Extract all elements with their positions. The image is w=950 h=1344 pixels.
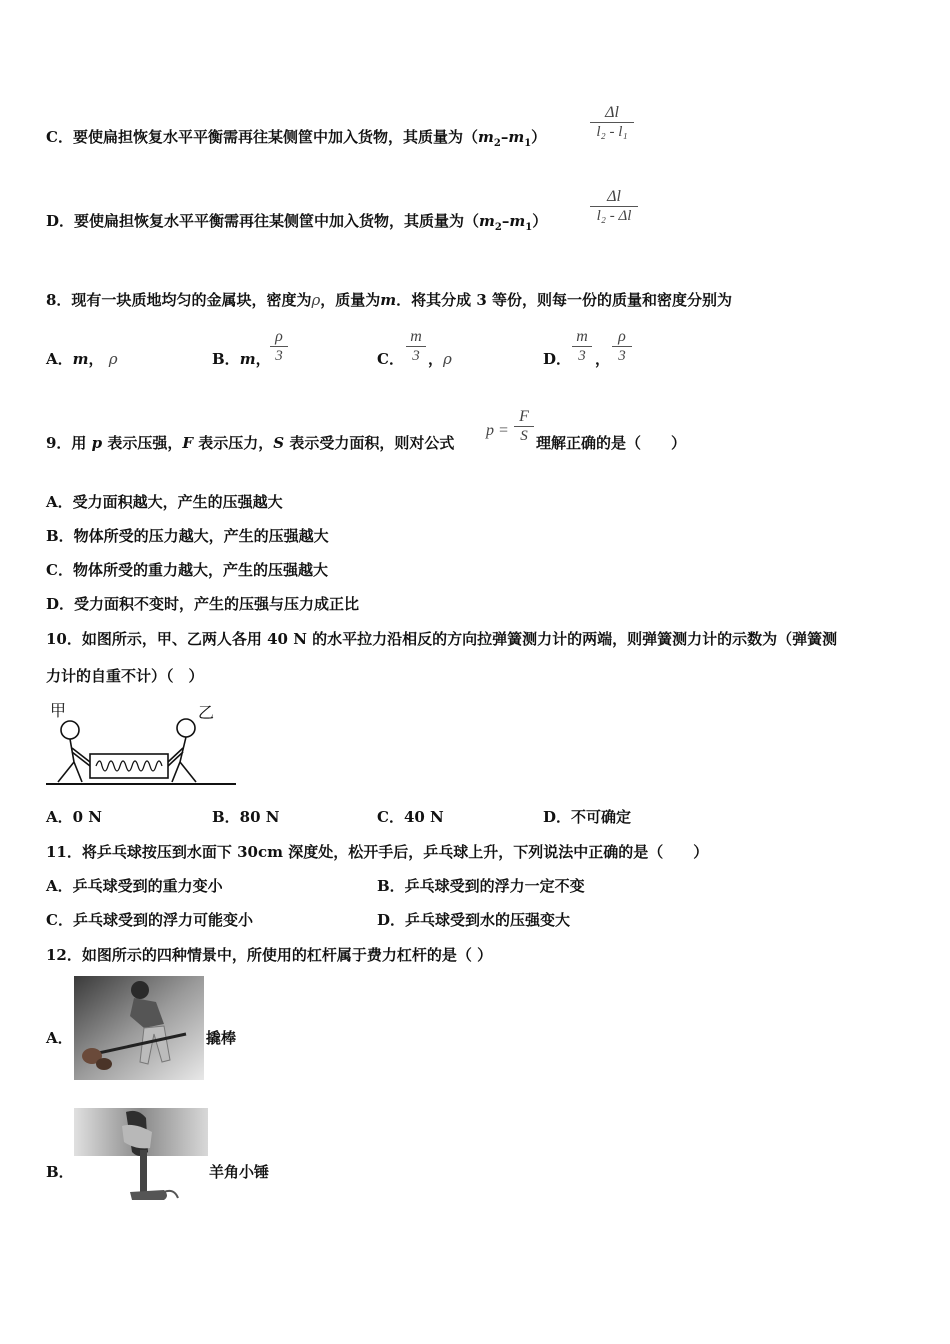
q9-stem: 9．用 p 表示压强，F 表示压力，S 表示受力面积，则对公式 xyxy=(46,434,455,452)
q7-option-d: D．要使扁担恢复水平平衡需再往某侧筐中加入货物，其质量为$(m_2-m_1)$ xyxy=(46,212,548,233)
q8-option-b-fraction: ρ 3 xyxy=(270,328,288,365)
q11-stem: 11．将乒乓球按压到水面下 30cm 深度处，松开手后，乒乓球上升，下列说法中正确的是（ ） xyxy=(46,843,709,861)
q7-option-c: C．要使扁担恢复水平平衡需再往某侧筐中加入货物，其质量为$(m_2-m_1)$ xyxy=(46,128,547,149)
q10-option-a: A．0 N xyxy=(46,808,103,826)
q10-option-c: C．40 N xyxy=(377,808,444,826)
q9-formula-lhs: p = xyxy=(486,422,509,439)
q9-option-b: B．物体所受的压力越大，产生的压强越大 xyxy=(46,527,329,545)
q10-option-b: B．80 N xyxy=(212,808,280,826)
claw-hammer-photo xyxy=(74,1108,208,1208)
q9-option-c: C．物体所受的重力越大，产生的压强越大 xyxy=(46,561,328,579)
q10-stem-line2: 力计的自重不计）（ ） xyxy=(46,667,204,685)
q11-option-c: C．乒乓球受到的浮力可能变小 xyxy=(46,911,253,929)
crowbar-illustration xyxy=(74,976,204,1080)
q7-option-d-fraction: Δl l₂ - Δl xyxy=(590,188,638,225)
claw-hammer-illustration xyxy=(74,1108,208,1208)
spring-scale-figure xyxy=(44,700,238,790)
q8-option-d-fraction-2: ρ 3 xyxy=(612,328,632,365)
q8-option-b: B．m， xyxy=(212,350,271,368)
label-yi: 乙 xyxy=(198,703,215,722)
q8-option-a: A．m， ρ xyxy=(46,350,118,368)
q9-stem-end: 理解正确的是（ ） xyxy=(536,434,687,452)
q11-option-d: D．乒乓球受到水的压强变大 xyxy=(377,911,571,929)
q9-formula-fraction: F S xyxy=(514,408,534,445)
q10-option-d: D．不可确定 xyxy=(543,808,632,826)
q11-option-a: A．乒乓球受到的重力变小 xyxy=(46,877,223,895)
q12-stem: 12．如图所示的四种情景中，所使用的杠杆属于费力杠杆的是（ ） xyxy=(46,946,493,964)
q12-option-b-label: B． xyxy=(46,1163,74,1181)
q8-option-c-rest: ，ρ xyxy=(428,350,452,368)
q10-stem-line1: 10．如图所示，甲、乙两人各用 40 N 的水平拉力沿相反的方向拉弹簧测力计的两端，则弹簧测力计的示数为（弹簧测 xyxy=(46,630,838,648)
q9-option-a: A．受力面积越大，产生的压强越大 xyxy=(46,493,283,511)
q8-option-c: C． xyxy=(377,350,404,368)
q8-option-d-sep: ， xyxy=(595,350,611,368)
q11-option-b: B．乒乓球受到的浮力一定不变 xyxy=(377,877,585,895)
label-jia: 甲 xyxy=(50,701,67,720)
q8-option-d: D． xyxy=(543,350,572,368)
spring-scale-drawing xyxy=(44,700,238,790)
q12-option-b-caption: 羊角小锤 xyxy=(209,1163,270,1181)
q12-option-a-label: A． xyxy=(46,1029,73,1047)
q8-option-c-fraction: m 3 xyxy=(406,328,426,365)
q8-stem: 8．现有一块质地均匀的金属块，密度为ρ，质量为m．将其分成 3 等份，则每一份的质量和密度分别为 xyxy=(46,291,733,309)
crowbar-photo xyxy=(74,976,204,1080)
q12-option-a-caption: 撬棒 xyxy=(206,1029,237,1047)
q9-option-d: D．受力面积不变时，产生的压强与压力成正比 xyxy=(46,595,360,613)
q7-option-c-fraction: Δl l₂ - l₁ xyxy=(590,104,634,141)
q8-option-d-fraction-1: m 3 xyxy=(572,328,592,365)
